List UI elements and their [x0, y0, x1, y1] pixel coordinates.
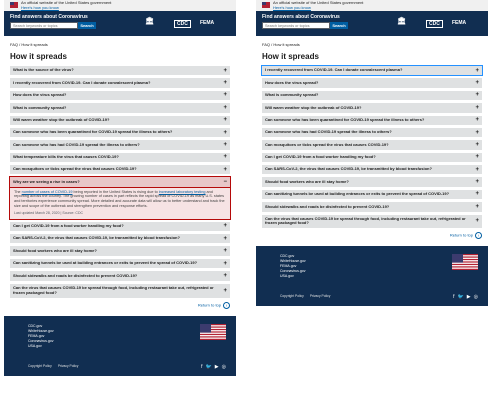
expand-icon[interactable]: + — [475, 166, 479, 173]
answer-text: The — [14, 189, 22, 194]
left-page-view — [4, 0, 236, 400]
expand-icon[interactable]: + — [223, 67, 227, 74]
faq-item[interactable] — [10, 78, 230, 87]
faq-item[interactable] — [262, 140, 482, 149]
expand-icon[interactable]: + — [223, 235, 227, 242]
answer-text: being reported in the United States is rising due to — [72, 189, 159, 194]
faq-item[interactable] — [262, 66, 482, 75]
footer-link[interactable]: CDC.gov — [28, 323, 43, 328]
facebook-icon[interactable]: f — [201, 363, 203, 370]
breadcrumb[interactable]: FAQ / How it spreads — [10, 42, 48, 47]
social-icons — [450, 294, 478, 300]
white-house-logo-icon[interactable]: 🏛 — [145, 18, 154, 25]
official-website-text: An official website of the United States government — [273, 0, 364, 5]
faq-item[interactable] — [10, 271, 230, 280]
faq-item[interactable] — [10, 66, 230, 75]
footer-link[interactable]: CDC.gov — [280, 254, 295, 259]
faq-item[interactable] — [10, 246, 230, 255]
page-title: How it spreads — [10, 52, 67, 61]
search-input[interactable]: Search keywords or topics — [10, 22, 78, 29]
expand-icon[interactable]: + — [223, 272, 227, 279]
faq-question: Can mosquitoes or ticks spread the virus that causes COVID-19? — [265, 141, 389, 147]
site-title[interactable]: Find answers about Coronavirus — [262, 14, 340, 20]
expand-icon[interactable]: + — [223, 104, 227, 111]
search-button[interactable]: Search — [78, 22, 96, 29]
fema-logo[interactable]: FEMA — [200, 20, 215, 26]
footer-link[interactable]: WhiteHouse.gov — [280, 259, 306, 264]
cdc-logo[interactable]: CDC — [174, 20, 191, 28]
official-website-text: An official website of the United States government — [21, 0, 112, 5]
faq-item[interactable] — [10, 222, 230, 231]
site-header — [256, 11, 488, 36]
faq-question: What temperature kills the virus that causes COVID-19? — [13, 154, 119, 160]
faq-item[interactable] — [10, 103, 230, 112]
faq-question: How does the virus spread? — [13, 92, 67, 98]
faq-item[interactable] — [10, 165, 230, 174]
arrow-up-icon: ↑ — [475, 232, 482, 239]
white-house-logo-icon[interactable]: 🏛 — [397, 18, 406, 25]
gov-banner — [256, 0, 488, 11]
expand-icon[interactable]: + — [223, 248, 227, 255]
expand-icon[interactable]: + — [223, 223, 227, 230]
faq-item[interactable] — [10, 116, 230, 125]
footer-link[interactable]: Coronavirus.gov — [28, 338, 54, 343]
twitter-icon[interactable]: 🐦 — [457, 294, 464, 301]
fema-logo[interactable]: FEMA — [452, 20, 467, 26]
right-page-view — [256, 0, 488, 400]
faq-item[interactable] — [10, 128, 230, 137]
youtube-icon[interactable]: ▶ — [214, 363, 219, 370]
faq-item[interactable] — [262, 202, 482, 211]
footer-link[interactable]: USA.gov — [28, 343, 42, 348]
faq-question: Can SARS-CoV-2, the virus that causes COVID-19, be transmitted by blood transfusion? — [265, 166, 432, 172]
facebook-icon[interactable]: f — [453, 294, 455, 301]
faq-question: Should sidewalks and roads be disinfected to prevent COVID-19? — [265, 203, 390, 209]
return-to-top-label: Return to top — [449, 233, 473, 239]
faq-question: Should sidewalks and roads be disinfected to prevent COVID-19? — [13, 272, 138, 278]
expand-icon[interactable]: + — [475, 129, 479, 136]
twitter-icon[interactable]: 🐦 — [205, 363, 212, 370]
faq-question: Can someone who has had COVID-19 spread the illness to others? — [13, 141, 140, 147]
faq-accordion — [262, 66, 482, 228]
faq-question: Will warm weather stop the outbreak of COVID-19? — [265, 104, 362, 110]
faq-question: How does the virus spread? — [265, 79, 319, 85]
faq-question: Can sanitizing tunnels be used at building entrances or exits to prevent the spread of COVID-19? — [265, 191, 450, 197]
expand-icon[interactable]: + — [475, 67, 479, 74]
faq-item[interactable] — [262, 91, 482, 100]
expand-icon[interactable]: + — [475, 117, 479, 124]
faq-item[interactable] — [10, 153, 230, 162]
site-footer — [256, 246, 488, 306]
last-updated-text: Last updated March 28, 2020 | Source: CDC — [14, 211, 84, 216]
site-title[interactable]: Find answers about Coronavirus — [10, 14, 88, 20]
faq-question: Why are we seeing a rise in cases? — [13, 178, 80, 184]
faq-question: What is community spread? — [13, 104, 67, 110]
expand-icon[interactable]: + — [223, 287, 227, 294]
faq-question: I recently recovered from COVID-19. Can I donate convalescent plasma? — [265, 67, 403, 73]
faq-question: Can I get COVID-19 from a food worker handling my food? — [13, 223, 124, 229]
return-to-top-link[interactable] — [4, 302, 230, 308]
faq-item[interactable] — [262, 165, 482, 174]
site-footer — [4, 316, 236, 376]
expand-icon[interactable]: + — [475, 141, 479, 148]
footer-link[interactable]: WhiteHouse.gov — [28, 328, 54, 333]
faq-question: Will warm weather stop the outbreak of COVID-19? — [13, 116, 110, 122]
return-to-top-label: Return to top — [197, 302, 221, 308]
faq-answer — [10, 187, 230, 219]
cdc-logo[interactable]: CDC — [426, 20, 443, 28]
arrow-up-icon: ↑ — [223, 302, 230, 309]
faq-question: Can someone who has been quarantined for COVID-19 spread the illness to others? — [13, 129, 173, 135]
expand-icon[interactable]: + — [223, 80, 227, 87]
breadcrumb[interactable]: FAQ / How it spreads — [262, 42, 300, 47]
page-title: How it spreads — [262, 52, 319, 61]
faq-question: What is the source of the virus? — [13, 67, 74, 73]
us-flag-icon — [262, 2, 270, 8]
expand-icon[interactable]: + — [223, 166, 227, 173]
expand-icon[interactable]: + — [223, 92, 227, 99]
faq-item[interactable] — [10, 91, 230, 100]
faq-question: What is community spread? — [265, 92, 319, 98]
footer-link[interactable]: Coronavirus.gov — [280, 269, 306, 274]
faq-item-expanded[interactable] — [10, 177, 230, 186]
faq-accordion — [10, 66, 230, 298]
faq-item[interactable] — [10, 234, 230, 243]
faq-question: Can the virus that causes COVID-19 be spread through food, including restaurant take out, refrigerated or frozen packaged food? — [13, 284, 214, 295]
footer-links — [28, 324, 54, 349]
faq-item[interactable] — [10, 140, 230, 149]
expand-icon[interactable]: + — [223, 117, 227, 124]
expand-icon[interactable]: + — [475, 203, 479, 210]
faq-item[interactable] — [262, 116, 482, 125]
privacy-policy-link[interactable]: Privacy Policy — [309, 294, 331, 299]
youtube-icon[interactable]: ▶ — [466, 294, 471, 301]
faq-item[interactable] — [262, 177, 482, 186]
expand-icon[interactable]: + — [475, 154, 479, 161]
faq-question: Can mosquitoes or ticks spread the virus that causes COVID-19? — [13, 166, 137, 172]
expand-icon[interactable]: + — [475, 179, 479, 186]
expand-icon[interactable]: + — [475, 104, 479, 111]
footer-link[interactable]: FEMA.gov — [28, 333, 45, 338]
faq-question: Can SARS-CoV-2, the virus that causes COVID-19, be transmitted by blood transfusion? — [13, 235, 180, 241]
search-button[interactable]: Search — [330, 22, 348, 29]
faq-item[interactable] — [262, 78, 482, 87]
faq-question: Can the virus that causes COVID-19 be spread through food, including restaurant take out, refrigerated or frozen packaged food? — [265, 215, 466, 226]
faq-question: Can sanitizing tunnels be used at building entrances or exits to prevent the spread of COVID-19? — [13, 260, 198, 266]
faq-item[interactable] — [262, 215, 482, 229]
faq-question: Can I get COVID-19 from a food worker handling my food? — [265, 154, 376, 160]
us-flag-icon — [10, 2, 18, 8]
how-you-know-link[interactable]: Here's how you know — [273, 4, 311, 10]
collapse-icon[interactable]: − — [223, 179, 227, 186]
search-input[interactable]: Search keywords or topics — [262, 22, 330, 29]
cases-link[interactable]: number of cases of COVID-19 — [21, 189, 73, 194]
expand-icon[interactable]: + — [223, 260, 227, 267]
faq-question: Should food workers who are ill stay home? — [13, 247, 97, 253]
faq-item[interactable] — [10, 284, 230, 298]
faq-item[interactable] — [262, 153, 482, 162]
faq-question: Can someone who has had COVID-19 spread the illness to others? — [265, 129, 392, 135]
footer-link[interactable]: FEMA.gov — [280, 264, 297, 269]
expand-icon[interactable]: + — [475, 191, 479, 198]
faq-question: Can someone who has been quarantined for COVID-19 spread the illness to others? — [265, 116, 425, 122]
faq-item[interactable] — [262, 103, 482, 112]
expand-icon[interactable]: + — [475, 92, 479, 99]
gov-banner — [4, 0, 236, 11]
privacy-policy-link[interactable]: Privacy Policy — [57, 363, 79, 368]
expand-icon[interactable]: + — [223, 141, 227, 148]
faq-question: Should food workers who are ill stay home? — [265, 178, 349, 184]
expand-icon[interactable]: + — [223, 154, 227, 161]
instagram-icon[interactable]: ◎ — [221, 363, 226, 370]
copyright-policy-link[interactable]: Copyright Policy — [280, 294, 304, 299]
faq-item[interactable] — [262, 190, 482, 199]
footer-link[interactable]: USA.gov — [280, 274, 294, 279]
footer-links — [280, 254, 306, 279]
us-flag-icon — [452, 254, 478, 270]
how-you-know-link[interactable]: Here's how you know — [21, 4, 59, 10]
social-icons — [198, 364, 226, 370]
expand-icon[interactable]: + — [475, 218, 479, 225]
instagram-icon[interactable]: ◎ — [473, 294, 478, 301]
faq-item[interactable] — [10, 259, 230, 268]
expand-icon[interactable]: + — [475, 80, 479, 87]
faq-question: I recently recovered from COVID-19. Can I donate convalescent plasma? — [13, 79, 151, 85]
site-header — [4, 11, 236, 36]
faq-item[interactable] — [262, 128, 482, 137]
us-flag-icon — [200, 324, 226, 340]
expand-icon[interactable]: + — [223, 129, 227, 136]
answer-text: and reporting across the country. The growing number of cases in part reflects the rapid spread of COVID-19 as many U.S. states and territories experience community spread. More detailed and accurate data will allow us to better understand and track the size and scope of the outbreak and strengthen prevention and response efforts. — [14, 189, 225, 208]
return-to-top-link[interactable] — [256, 232, 482, 238]
testing-link[interactable]: increased laboratory testing — [158, 189, 206, 194]
copyright-policy-link[interactable]: Copyright Policy — [28, 363, 52, 368]
